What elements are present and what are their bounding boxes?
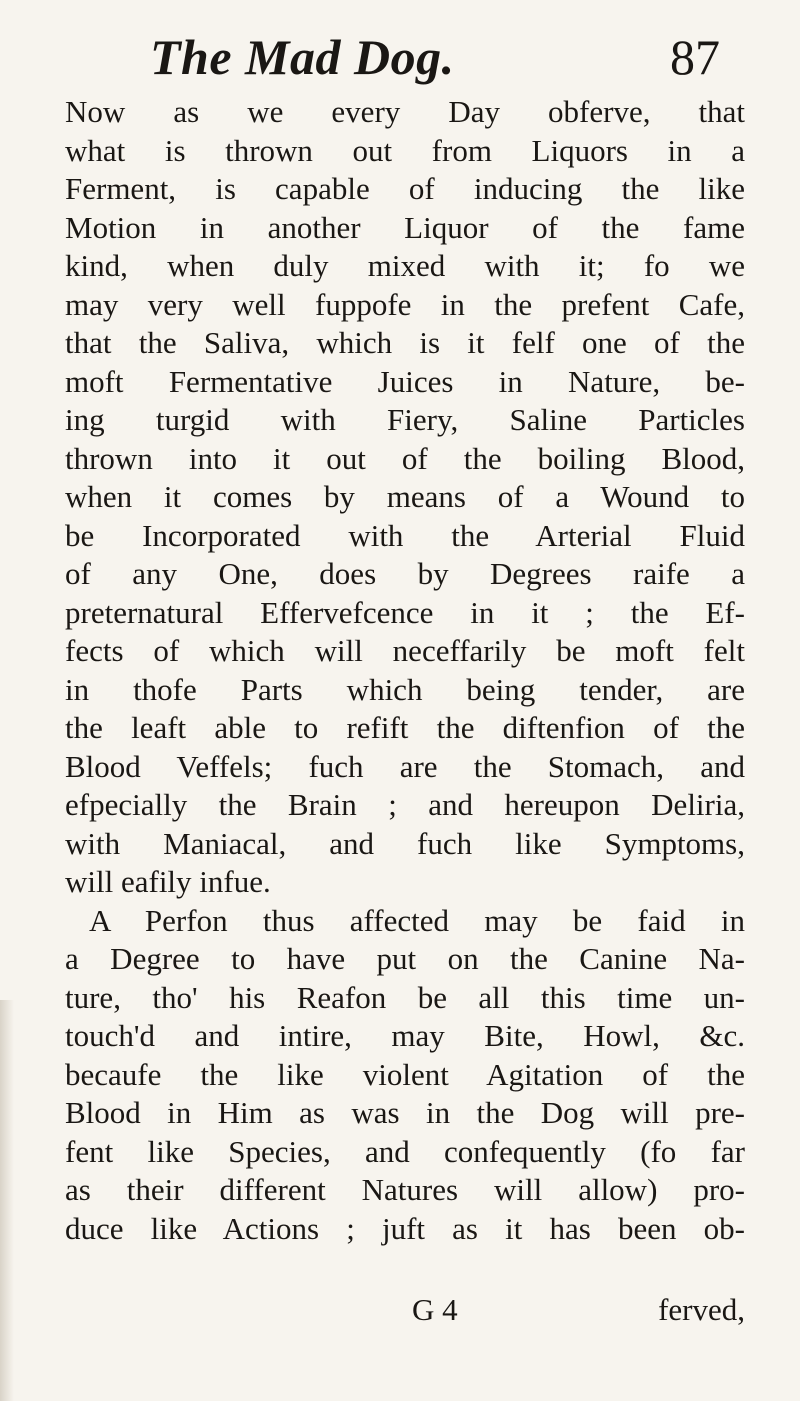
text-line: A Perfon thus affected may be faid in	[89, 902, 745, 938]
running-header	[150, 28, 720, 92]
text-line: when it comes by means of a Wound to	[65, 479, 745, 514]
text-line: ing turgid with Fiery, Saline Particles	[65, 402, 745, 437]
text-line: ture, tho' his Reafon be all this time un-	[65, 979, 745, 1015]
text-line: be Incorporated with the Arterial Fluid	[65, 517, 745, 553]
body-text	[65, 93, 745, 1248]
page-number: 87	[670, 29, 720, 85]
text-line: a Degree to have put on the Canine Na-	[65, 941, 745, 976]
text-line: may very well fuppofe in the prefent Cafe,	[65, 286, 745, 322]
text-line: as their different Natures will allow) pro-	[65, 1172, 745, 1207]
text-line: duce like Actions ; juft as it has been ob-	[65, 1210, 745, 1246]
text-line: fent like Species, and confequently (fo far	[65, 1133, 745, 1169]
text-line: with Maniacal, and fuch like Symptoms,	[65, 825, 745, 861]
running-title: The Mad Dog.	[150, 29, 455, 85]
text-line: preternatural Effervefcence in it ; the Ef-	[65, 594, 745, 630]
page-footer	[65, 1290, 745, 1330]
text-line: thrown into it out of the boiling Blood,	[65, 440, 745, 476]
text-line: becaufe the like violent Agitation of the	[65, 1056, 745, 1092]
text-line: Ferment, is capable of inducing the like	[65, 171, 745, 206]
text-line: efpecially the Brain ; and hereupon Deliria,	[65, 787, 745, 822]
text-line: will eafily infue.	[65, 864, 271, 899]
text-line: what is thrown out from Liquors in a	[65, 132, 745, 168]
signature-mark: G 4	[412, 1292, 458, 1327]
text-line: in thofe Parts which being tender, are	[65, 671, 745, 707]
text-line: moft Fermentative Juices in Nature, be-	[65, 363, 745, 399]
text-line: Blood in Him as was in the Dog will pre-	[65, 1095, 745, 1130]
text-line: Blood Veffels; fuch are the Stomach, and	[65, 748, 745, 784]
text-line: the leaft able to refift the diftenfion of the	[65, 710, 745, 745]
text-line: Motion in another Liquor of the fame	[65, 209, 745, 245]
text-line: Now as we every Day obferve, that	[65, 94, 745, 129]
text-line: fects of which will neceffarily be moft felt	[65, 633, 745, 668]
text-line: touch'd and intire, may Bite, Howl, &c.	[65, 1018, 745, 1053]
page-gutter-shadow	[0, 1000, 14, 1401]
text-line: kind, when duly mixed with it; fo we	[65, 248, 745, 283]
text-line: that the Saliva, which is it felf one of the	[65, 325, 745, 360]
text-line: of any One, does by Degrees raife a	[65, 556, 745, 591]
catchword: ferved,	[658, 1292, 745, 1327]
